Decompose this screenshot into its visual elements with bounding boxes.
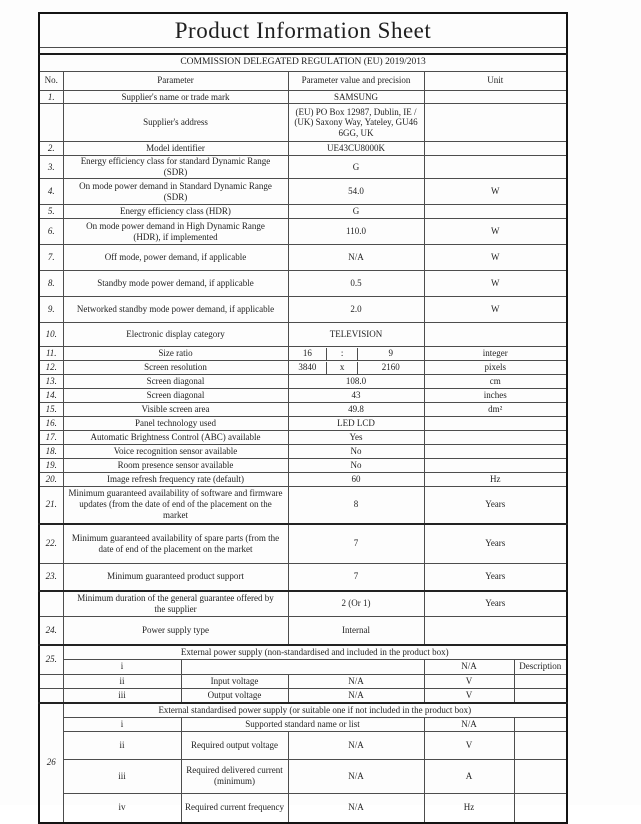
parameter-cell: Electronic display category [63, 323, 288, 347]
table-row [39, 524, 567, 564]
sublabel-cell: ii [63, 674, 181, 688]
no-cell: 6. [39, 219, 63, 245]
unit-cell: cm [424, 375, 567, 389]
no-cell: 22. [39, 524, 63, 564]
no-cell: 19. [39, 459, 63, 473]
value-cell: LED LCD [288, 417, 424, 431]
table-row [39, 271, 567, 297]
table-row [39, 90, 567, 104]
value-cell: 7 [288, 564, 424, 591]
table-row [39, 179, 567, 205]
table-row [39, 389, 567, 403]
col-header-parameter: Parameter [63, 71, 288, 90]
unit-cell: Years [424, 487, 567, 524]
no-cell: 23. [39, 564, 63, 591]
no-cell: 21. [39, 487, 63, 524]
unit-cell [424, 323, 567, 347]
table-row [39, 793, 567, 823]
parameter-cell: Screen diagonal [63, 375, 288, 389]
no-cell [39, 674, 63, 688]
parameter-cell: Minimum guaranteed availability of spare parts (from the date of end of the placement on the market [63, 524, 288, 564]
parameter-cell: Required delivered current (minimum) [181, 759, 288, 793]
table-row [39, 297, 567, 323]
unit-cell: V [424, 731, 514, 759]
value-cell: 108.0 [288, 375, 424, 389]
unit-cell: W [424, 271, 567, 297]
col-header-unit: Unit [424, 71, 567, 90]
value-cell: 0.5 [288, 271, 424, 297]
ratio-width: 16 [302, 348, 312, 359]
no-cell [39, 688, 63, 702]
unit-cell: N/A [424, 717, 514, 731]
parameter-cell: Energy efficiency class for standard Dynamic Range (SDR) [63, 156, 288, 179]
value-cell: 110.0 [288, 219, 424, 245]
col-header-no: No. [39, 71, 63, 90]
no-cell: 20. [39, 473, 63, 487]
table-row [39, 245, 567, 271]
no-cell: 25. [39, 645, 63, 674]
parameter-cell: Voice recognition sensor available [63, 445, 288, 459]
unit-cell [424, 90, 567, 104]
sublabel-cell: iv [63, 793, 181, 823]
unit-cell [424, 156, 567, 179]
table-row [39, 156, 567, 179]
table-row [39, 347, 567, 361]
table-row [39, 375, 567, 389]
table-row [39, 104, 567, 142]
value-cell: 43 [288, 389, 424, 403]
value-cell [288, 104, 424, 142]
parameter-cell: Supplier's address [63, 104, 288, 142]
unit-cell [424, 417, 567, 431]
unit-cell: W [424, 179, 567, 205]
sublabel-cell: ii [63, 731, 181, 759]
value-cell: SAMSUNG [288, 90, 424, 104]
page-title: Product Information Sheet [39, 13, 567, 47]
unit-cell: Years [424, 591, 567, 617]
unit-cell: W [424, 245, 567, 271]
value-cell: N/A [288, 688, 424, 702]
value-cell: N/A [288, 674, 424, 688]
unit-cell: pixels [424, 361, 567, 375]
sublabel-cell: i [63, 659, 181, 674]
unit-cell [424, 104, 567, 142]
table-row [39, 659, 567, 674]
value-cell: 49.8 [288, 403, 424, 417]
value-cell: N/A [288, 245, 424, 271]
no-cell: 8. [39, 271, 63, 297]
spec-table [38, 12, 568, 824]
table-row [39, 564, 567, 591]
no-cell: 14. [39, 389, 63, 403]
parameter-cell: Standby mode power demand, if applicable [63, 271, 288, 297]
column-header-row [39, 71, 567, 90]
parameter-cell: Supplier's name or trade mark [63, 90, 288, 104]
unit-cell: dm² [424, 403, 567, 417]
regulation-subtitle: COMMISSION DELEGATED REGULATION (EU) 2019/2013 [39, 54, 567, 71]
no-cell: 3. [39, 156, 63, 179]
parameter-cell: Image refresh frequency rate (default) [63, 473, 288, 487]
description-cell [514, 793, 567, 823]
parameter-cell: On mode power demand in Standard Dynamic Range (SDR) [63, 179, 288, 205]
parameter-cell: Energy efficiency class (HDR) [63, 205, 288, 219]
value-cell: 54.0 [288, 179, 424, 205]
parameter-cell: Required current frequency [181, 793, 288, 823]
resolution-parts [289, 362, 424, 374]
unit-cell: integer [424, 347, 567, 361]
no-cell: 1. [39, 90, 63, 104]
no-cell: 2. [39, 142, 63, 156]
no-cell: 5. [39, 205, 63, 219]
section-26-header-row [39, 703, 567, 717]
value-cell: 2 (Or 1) [288, 591, 424, 617]
parameter-cell: Visible screen area [63, 403, 288, 417]
unit-cell [424, 205, 567, 219]
no-cell: 24. [39, 617, 63, 645]
table-row [39, 417, 567, 431]
spacer-row [39, 47, 567, 54]
address-line: (EU) PO Box 12987, Dublin, IE / [295, 106, 417, 117]
parameter-cell: On mode power demand in High Dynamic Range (HDR), if implemented [63, 219, 288, 245]
description-cell [514, 731, 567, 759]
parameter-cell: Input voltage [181, 674, 288, 688]
table-row [39, 142, 567, 156]
no-cell: 9. [39, 297, 63, 323]
no-cell: 12. [39, 361, 63, 375]
parameter-cell: Output voltage [181, 688, 288, 702]
no-cell [39, 104, 63, 142]
no-cell: 16. [39, 417, 63, 431]
unit-cell: V [424, 688, 514, 702]
no-cell: 13. [39, 375, 63, 389]
unit-cell: A [424, 759, 514, 793]
no-cell: 10. [39, 323, 63, 347]
parameter-cell: Power supply type [63, 617, 288, 645]
table-row [39, 219, 567, 245]
no-cell: 17. [39, 431, 63, 445]
value-cell: 7 [288, 524, 424, 564]
section-25-title: External power supply (non-standardised and included in the product box) [63, 645, 567, 659]
value-cell: Internal [288, 617, 424, 645]
spacer-cell [39, 47, 567, 54]
value-cell [288, 361, 424, 375]
unit-cell: V [424, 674, 514, 688]
table-row [39, 431, 567, 445]
value-cell: G [288, 205, 424, 219]
table-row [39, 674, 567, 688]
value-cell: N/A [288, 793, 424, 823]
value-cell: No [288, 445, 424, 459]
no-cell: 4. [39, 179, 63, 205]
table-row [39, 445, 567, 459]
no-cell: 15. [39, 403, 63, 417]
table-row [39, 473, 567, 487]
title-row [39, 13, 567, 47]
parameter-cell [181, 659, 424, 674]
table-row [39, 403, 567, 417]
value-cell: TELEVISION [288, 323, 424, 347]
unit-cell: Hz [424, 473, 567, 487]
parameter-cell: Minimum guaranteed product support [63, 564, 288, 591]
resolution-width: 3840 [298, 362, 317, 373]
value-cell: 60 [288, 473, 424, 487]
value-cell: No [288, 459, 424, 473]
parameter-cell: Networked standby mode power demand, if applicable [63, 297, 288, 323]
no-cell: 26 [39, 703, 63, 823]
parameter-cell: Required output voltage [181, 731, 288, 759]
table-row [39, 617, 567, 645]
description-cell [514, 759, 567, 793]
table-row [39, 323, 567, 347]
table-row [39, 731, 567, 759]
parameter-cell: Model identifier [63, 142, 288, 156]
parameter-cell: Size ratio [63, 347, 288, 361]
col-header-value: Parameter value and precision [288, 71, 424, 90]
resolution-separator: x [326, 362, 358, 374]
value-cell: Yes [288, 431, 424, 445]
unit-cell [424, 617, 567, 645]
description-cell [514, 717, 567, 731]
no-cell: 18. [39, 445, 63, 459]
value-cell: 2.0 [288, 297, 424, 323]
ratio-height: 9 [388, 348, 393, 359]
description-cell [514, 674, 567, 688]
sublabel-cell: i [63, 717, 181, 731]
table-row [39, 688, 567, 702]
table-row [39, 487, 567, 524]
parameter-cell: Panel technology used [63, 417, 288, 431]
value-cell: N/A [288, 731, 424, 759]
parameter-cell: Automatic Brightness Control (ABC) available [63, 431, 288, 445]
table-row [39, 459, 567, 473]
parameter-cell: Supported standard name or list [181, 717, 424, 731]
regulation-row [39, 54, 567, 71]
description-cell [514, 688, 567, 702]
ratio-separator: : [326, 348, 358, 360]
description-cell: Description [514, 659, 567, 674]
section-25-header-row [39, 645, 567, 659]
value-cell: N/A [288, 759, 424, 793]
parameter-cell: Off mode, power demand, if applicable [63, 245, 288, 271]
sublabel-cell: iii [63, 688, 181, 702]
value-cell: 8 [288, 487, 424, 524]
unit-cell: N/A [424, 659, 514, 674]
unit-cell: Hz [424, 793, 514, 823]
unit-cell: W [424, 297, 567, 323]
sublabel-cell: iii [63, 759, 181, 793]
unit-cell: W [424, 219, 567, 245]
parameter-cell: Minimum duration of the general guarantee offered by the supplier [63, 591, 288, 617]
no-cell [39, 591, 63, 617]
unit-cell: Years [424, 524, 567, 564]
value-cell: UE43CU8000K [288, 142, 424, 156]
parameter-cell: Screen resolution [63, 361, 288, 375]
address-line: (UK) Saxony Way, Yateley, GU46 [294, 117, 418, 128]
value-cell [288, 347, 424, 361]
table-row [39, 591, 567, 617]
parameter-cell: Room presence sensor available [63, 459, 288, 473]
no-cell: 11. [39, 347, 63, 361]
unit-cell [424, 142, 567, 156]
table-row [39, 205, 567, 219]
parameter-cell: Minimum guaranteed availability of software and firmware updates (from the date of end of the placement on the market [63, 487, 288, 524]
ratio-parts [289, 348, 424, 360]
parameter-cell: Screen diagonal [63, 389, 288, 403]
table-row [39, 361, 567, 375]
no-cell: 7. [39, 245, 63, 271]
address-line: 6GG, UK [338, 128, 374, 139]
table-row [39, 717, 567, 731]
value-cell: G [288, 156, 424, 179]
unit-cell [424, 445, 567, 459]
unit-cell: Years [424, 564, 567, 591]
table-row [39, 759, 567, 793]
section-26-title: External standardised power supply (or suitable one if not included in the product box) [63, 703, 567, 717]
unit-cell [424, 431, 567, 445]
unit-cell: inches [424, 389, 567, 403]
unit-cell [424, 459, 567, 473]
resolution-height: 2160 [381, 362, 400, 373]
